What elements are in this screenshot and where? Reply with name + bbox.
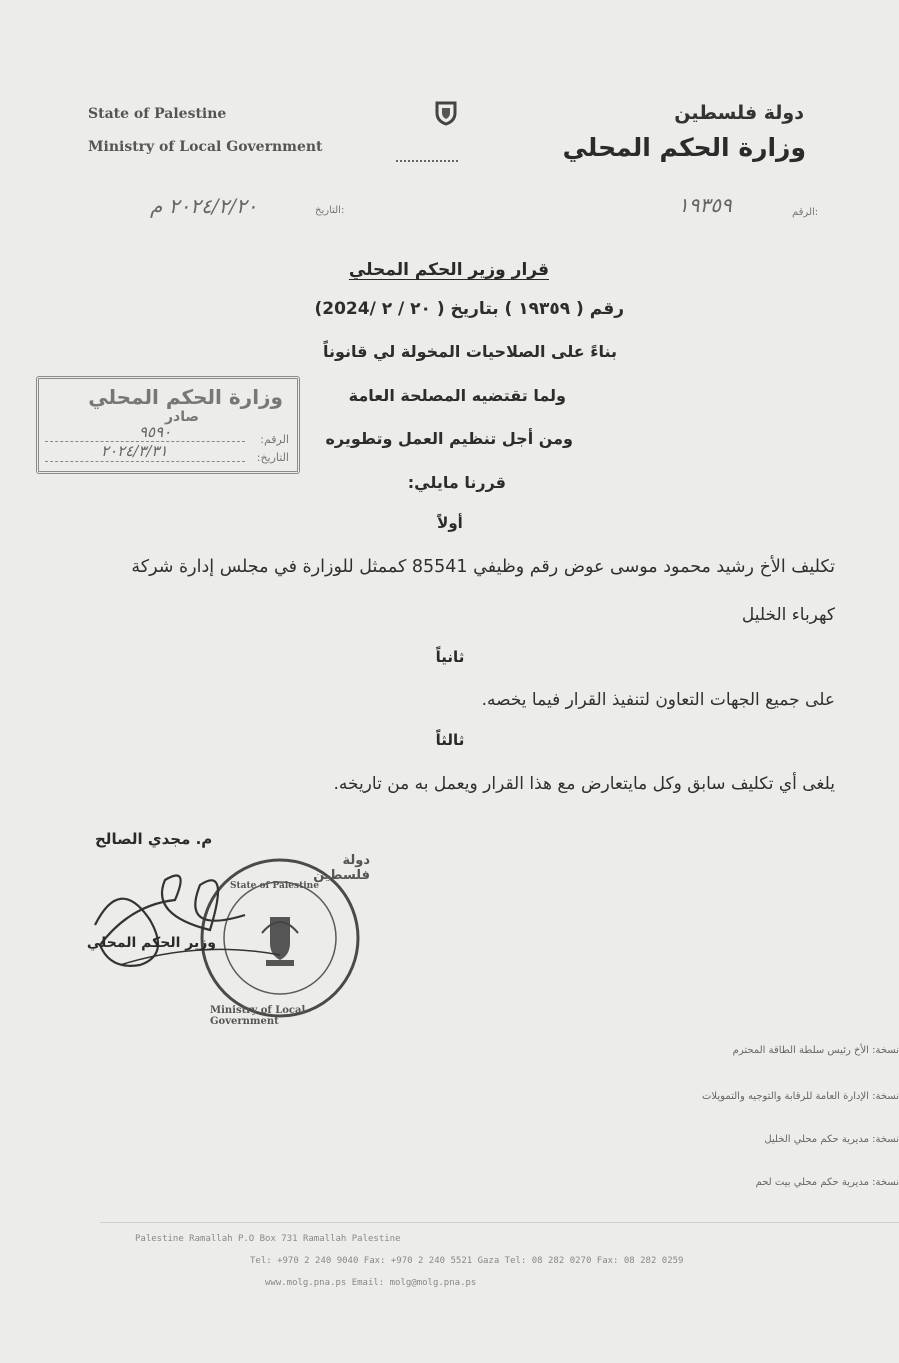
first-text-line-1: تكليف الأخ رشيد محمود موسى عوض رقم وظيفي 85541 كممثل للوزارة في مجلس إدارة شركة xyxy=(131,557,835,577)
cc-item-4: نسخة: مديرية حكم محلي بيت لحم xyxy=(755,1177,899,1188)
first-heading: أولاً xyxy=(437,514,463,532)
date-label: التاريخ: xyxy=(315,205,345,216)
ministry-ar: وزارة الحكم المحلي xyxy=(562,133,806,162)
state-en: State of Palestine xyxy=(88,106,227,122)
footer-phones: Tel: +970 2 240 9040 Fax: +970 2 240 5521 Gaza Tel: 08 282 0270 Fax: 08 282 0259 xyxy=(250,1256,684,1266)
third-text: يلغى أي تكليف سابق وكل مايتعارض مع هذا القرار ويعمل به من تاريخه. xyxy=(333,774,835,794)
seal-en-bottom: Ministry of Local Government xyxy=(210,1005,306,1027)
stamp-type: صادر xyxy=(164,409,199,425)
emblem-underline xyxy=(396,160,458,168)
stamp-date-value: ٢٠٢٤/٣/٣١ xyxy=(101,442,168,460)
decision-title: قرار وزير الحكم المحلي xyxy=(348,260,549,280)
state-ar: دولة فلسطين xyxy=(674,102,804,124)
footer-web-email: www.molg.pna.ps Email: molg@molg.pna.ps xyxy=(265,1278,477,1288)
ministry-en: Ministry of Local Government xyxy=(88,139,323,155)
second-text: على جميع الجهات التعاون لتنفيذ القرار فيما يخصه. xyxy=(481,690,835,710)
decision-authority-line: بناءً على الصلاحيات المخولة لي قانوناً xyxy=(322,342,617,361)
footer-address: Palestine Ramallah P.O Box 731 Ramallah Palestine xyxy=(135,1234,401,1244)
decided-as-follows: قررنا مايلي: xyxy=(407,473,506,492)
second-heading: ثانياً xyxy=(435,648,465,666)
footer-divider xyxy=(100,1222,899,1223)
third-heading: ثالثاً xyxy=(435,731,465,749)
signatory-name: م. مجدي الصالح xyxy=(95,830,213,848)
stamp-number-label: الرقم: xyxy=(260,433,289,446)
cc-item-1: نسخة: الأخ رئيس سلطة الطاقة المحترم xyxy=(732,1045,899,1056)
ministry-emblem-icon xyxy=(433,100,459,126)
stamp-ministry: وزارة الحكم المحلي xyxy=(88,385,283,409)
seal-en-top: State of Palestine xyxy=(230,881,319,891)
ref-label: الرقم: xyxy=(792,207,819,218)
stamp-date-line xyxy=(45,461,245,462)
cc-item-2: نسخة: الإدارة العامة للرقابة والتوجيه والتمويلات xyxy=(701,1091,899,1102)
outgoing-stamp xyxy=(36,376,300,474)
stamp-number-value: ٩٥٩٠ xyxy=(139,423,172,441)
decision-organization-line: ومن أجل تنظيم العمل وتطويره xyxy=(325,429,573,448)
seal-top-text: دولة فلسطين xyxy=(313,853,370,883)
signature-and-seal xyxy=(80,845,370,1035)
date-value: ٢٠٢٤/٢/٢٠ م xyxy=(150,194,258,218)
stamp-date-label: التاريخ: xyxy=(256,451,289,464)
signatory-title: وزير الحكم المحلي xyxy=(86,935,216,951)
decision-number-line: رقم ( ١٩٣٥٩ ) بتاريخ ( ٢٠ / ٢ /2024) xyxy=(314,299,624,319)
decision-public-interest-line: ولما تقتضيه المصلحة العامة xyxy=(348,386,566,405)
first-text-line-2: كهرباء الخليل xyxy=(741,605,835,625)
cc-item-3: نسخة: مديرية حكم محلي الخليل xyxy=(764,1134,899,1145)
ref-value: ١٩٣٥٩ xyxy=(678,193,732,217)
